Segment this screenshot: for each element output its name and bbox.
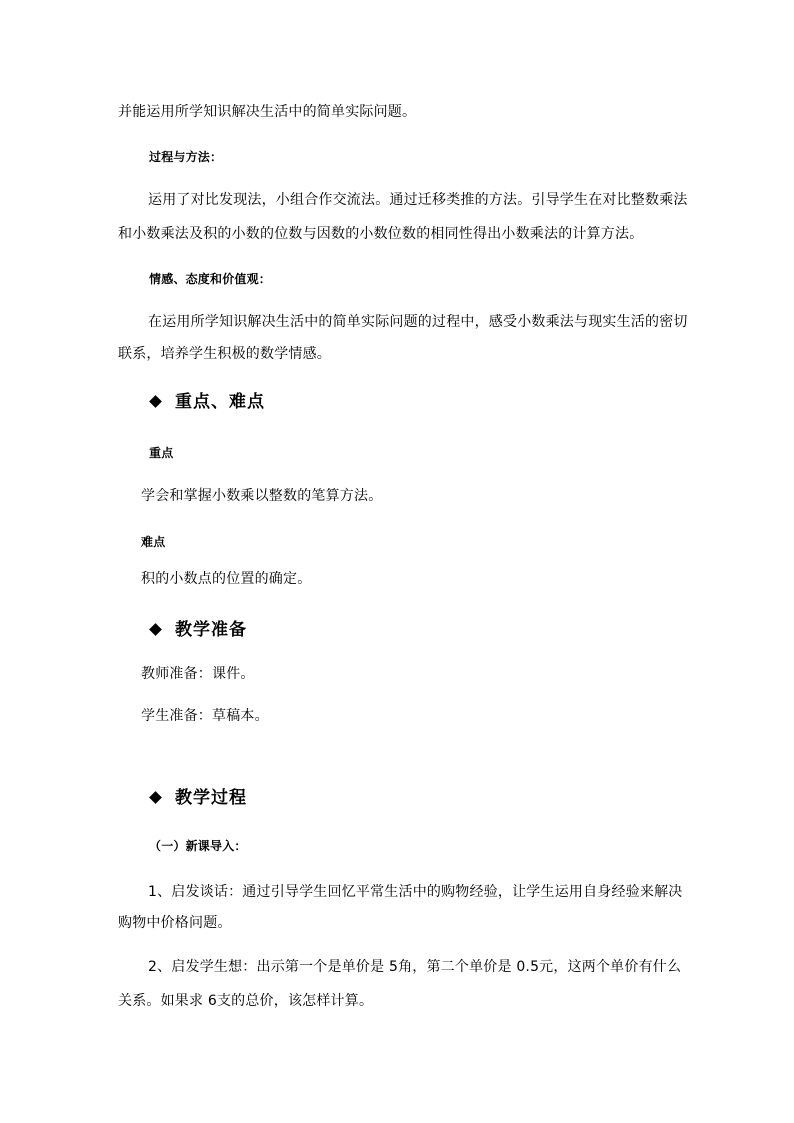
heading-preparation [149, 619, 247, 641]
heading-key-points [149, 391, 265, 413]
key-point-label: 重点 [149, 446, 174, 460]
paragraph-objective-line-1: 并能运用所学知识解决生活中的简单实际问题。 [118, 104, 417, 120]
process-method-label: 过程与方法： [149, 150, 223, 164]
paragraph-emotion-line-1: 在运用所学知识解决生活中的简单实际问题的过程中，感受小数乘法与现实生活的密切 [148, 314, 688, 330]
heading-teaching-process-text: 教学过程 [175, 788, 247, 808]
diamond-bullet-icon [149, 391, 163, 413]
heading-teaching-process [149, 787, 247, 809]
student-preparation: 学生准备：草稿本。 [141, 708, 269, 724]
paragraph-process-line-2: 和小数乘法及积的小数的位数与因数的小数位数的相同性得出小数乘法的计算方法。 [118, 226, 644, 242]
paragraph-process-line-1: 运用了对比发现法，小组合作交流法。通过迁移类推的方法。引导学生在对比整数乘法 [148, 192, 688, 208]
difficulty-text: 积的小数点的位置的确定。 [141, 571, 312, 587]
key-point-text: 学会和掌握小数乘以整数的笔算方法。 [141, 488, 383, 504]
heading-preparation-text: 教学准备 [175, 620, 247, 640]
difficulty-label: 难点 [141, 535, 166, 549]
diamond-bullet-icon [149, 787, 163, 809]
teacher-preparation: 教师准备：课件。 [141, 666, 255, 682]
item-1-line-2: 购物中价格问题。 [118, 915, 232, 931]
item-2-line-2: 关系。如果求 6支的总价，该怎样计算。 [118, 993, 374, 1009]
item-1-line-1: 1、启发谈话：通过引导学生回忆平常生活中的购物经验，让学生运用自身经验来解决 [148, 884, 683, 900]
section-new-lesson-label: （一）新课导入： [149, 839, 247, 853]
heading-key-points-text: 重点、难点 [175, 392, 265, 412]
emotion-attitude-label: 情感、态度和价值观： [149, 272, 272, 286]
diamond-bullet-icon [149, 619, 163, 641]
paragraph-emotion-line-2: 联系，培养学生积极的数学情感。 [118, 346, 331, 362]
item-2-line-1: 2、启发学生想：出示第一个是单价是 5角，第二个单价是 0.5元，这两个单价有什么 [148, 959, 682, 975]
